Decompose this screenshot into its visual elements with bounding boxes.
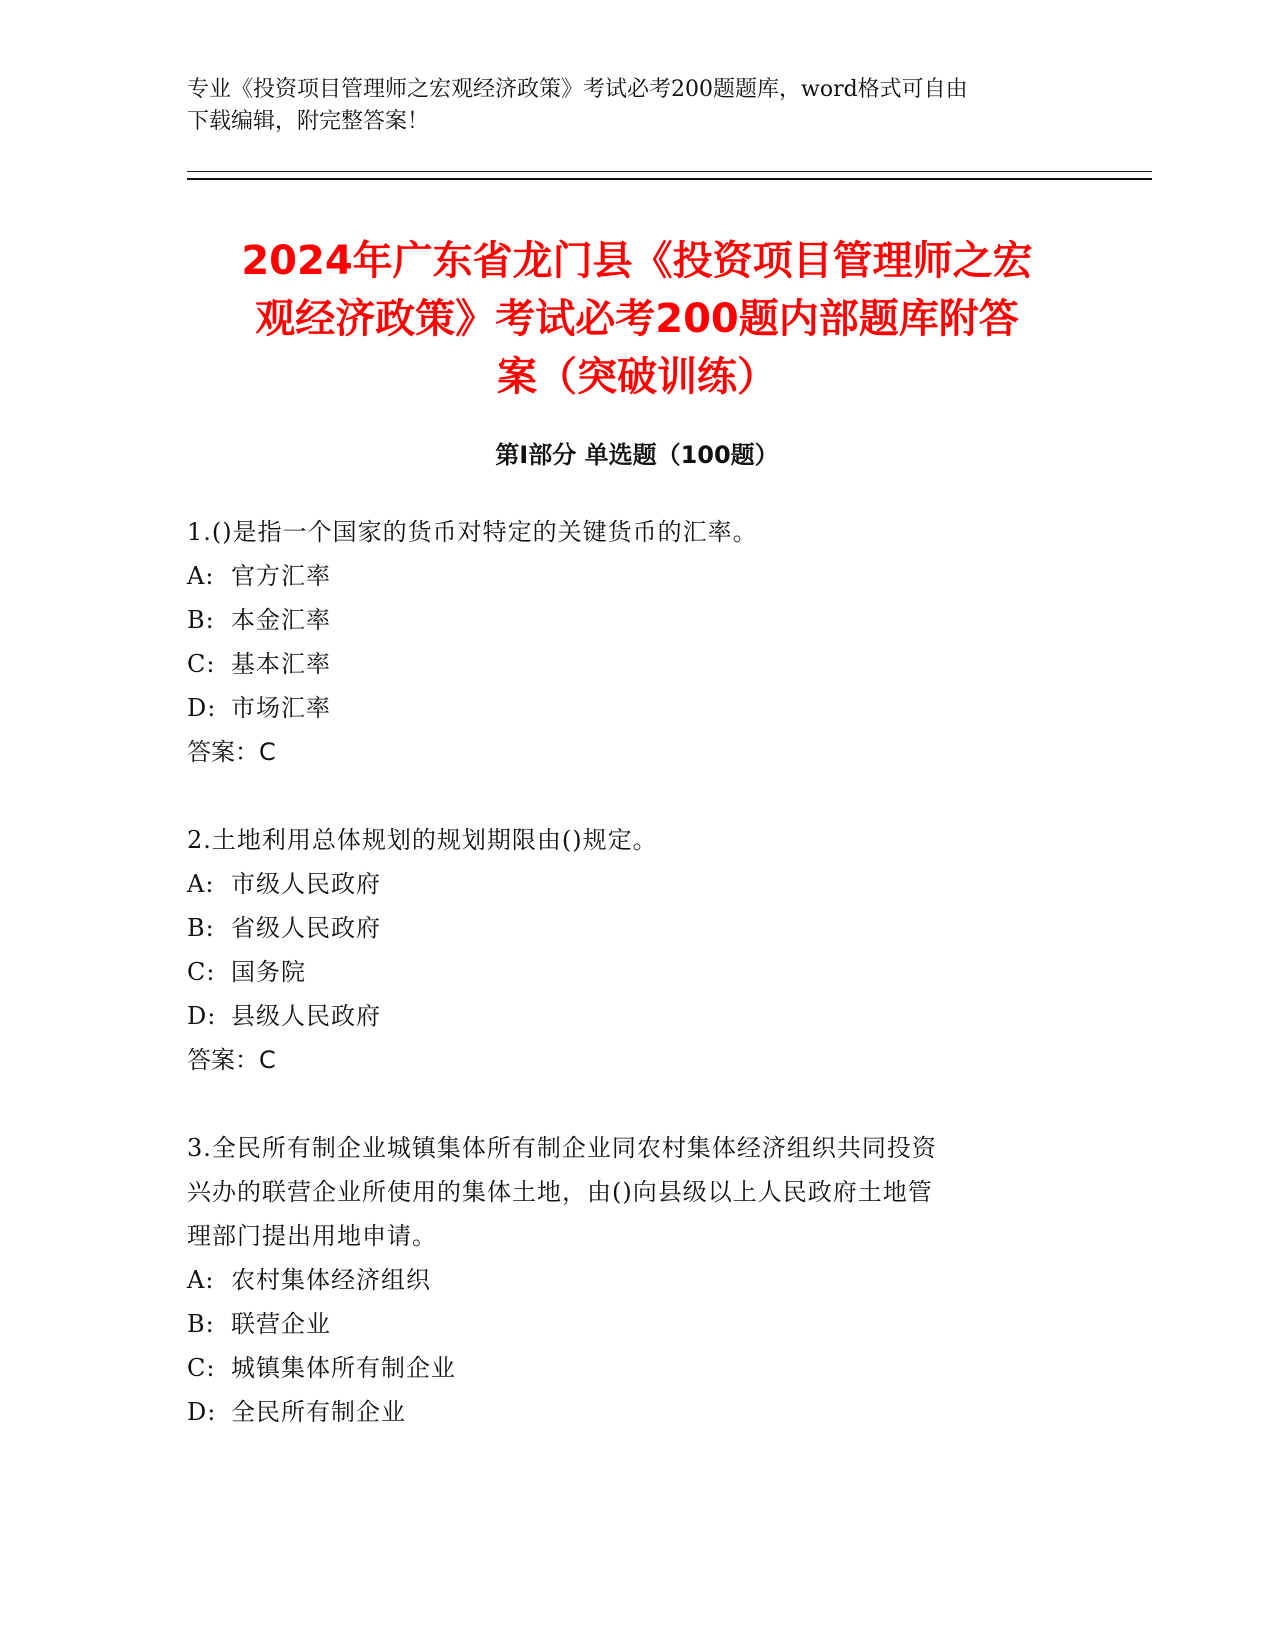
title-line-1: 2024年广东省龙门县《投资项目管理师之宏 bbox=[241, 238, 1033, 284]
option-text: 全民所有制企业 bbox=[231, 1398, 406, 1426]
question-1-option-a bbox=[187, 554, 1087, 598]
title-line-3: 案（突破训练） bbox=[497, 354, 777, 400]
option-text: 基本汇率 bbox=[231, 650, 331, 678]
section-title: 第I部分 单选题（100题） bbox=[495, 441, 779, 469]
question-3-option-d bbox=[187, 1390, 1087, 1434]
document-header bbox=[187, 74, 1077, 138]
option-text: 市级人民政府 bbox=[231, 870, 381, 898]
header-line-1: 专业《投资项目管理师之宏观经济政策》考试必考200题题库，word格式可自由 bbox=[187, 77, 968, 102]
question-2-option-d bbox=[187, 994, 1087, 1038]
option-label: D: bbox=[187, 1398, 217, 1426]
question-2-stem: 2.土地利用总体规划的规划期限由()规定。 bbox=[187, 826, 658, 854]
question-1-option-c bbox=[187, 642, 1087, 686]
option-label: C: bbox=[187, 958, 216, 986]
question-3-option-a bbox=[187, 1258, 1087, 1302]
option-label: C: bbox=[187, 1354, 216, 1382]
option-label: D: bbox=[187, 1002, 217, 1030]
title-line-2: 观经济政策》考试必考200题内部题库附答 bbox=[255, 296, 1019, 342]
option-label: C: bbox=[187, 650, 216, 678]
option-text: 农村集体经济组织 bbox=[231, 1266, 431, 1294]
question-1-stem: 1.()是指一个国家的货币对特定的关键货币的汇率。 bbox=[187, 518, 758, 546]
document-title bbox=[187, 232, 1087, 406]
question-2-option-b bbox=[187, 906, 1087, 950]
option-label: B: bbox=[187, 1310, 215, 1338]
option-label: A: bbox=[187, 562, 215, 590]
question-3-stem-line-3: 理部门提出用地申请。 bbox=[187, 1222, 437, 1250]
option-text: 官方汇率 bbox=[231, 562, 331, 590]
option-label: B: bbox=[187, 914, 215, 942]
question-1-option-b bbox=[187, 598, 1087, 642]
question-3-stem-line-1: 3.全民所有制企业城镇集体所有制企业同农村集体经济组织共同投资 bbox=[187, 1134, 937, 1162]
question-2-answer: 答案：C bbox=[187, 1046, 276, 1074]
question-3-option-c bbox=[187, 1346, 1087, 1390]
question-1-option-d bbox=[187, 686, 1087, 730]
option-text: 联营企业 bbox=[231, 1310, 331, 1338]
option-label: D: bbox=[187, 694, 217, 722]
option-text: 县级人民政府 bbox=[231, 1002, 381, 1030]
option-label: A: bbox=[187, 1266, 215, 1294]
option-text: 市场汇率 bbox=[231, 694, 331, 722]
option-text: 本金汇率 bbox=[231, 606, 331, 634]
option-text: 国务院 bbox=[231, 958, 306, 986]
option-text: 城镇集体所有制企业 bbox=[231, 1354, 456, 1382]
option-label: B: bbox=[187, 606, 215, 634]
question-1-answer: 答案：C bbox=[187, 738, 276, 766]
question-3-stem-line-2: 兴办的联营企业所使用的集体土地，由()向县级以上人民政府土地管 bbox=[187, 1178, 933, 1206]
question-2-option-c bbox=[187, 950, 1087, 994]
header-divider-thick bbox=[187, 178, 1152, 180]
question-2-option-a bbox=[187, 862, 1087, 906]
question-3-option-b bbox=[187, 1302, 1087, 1346]
option-label: A: bbox=[187, 870, 215, 898]
header-line-2: 下载编辑，附完整答案！ bbox=[187, 109, 430, 134]
option-text: 省级人民政府 bbox=[231, 914, 381, 942]
header-divider-thin bbox=[187, 171, 1152, 172]
